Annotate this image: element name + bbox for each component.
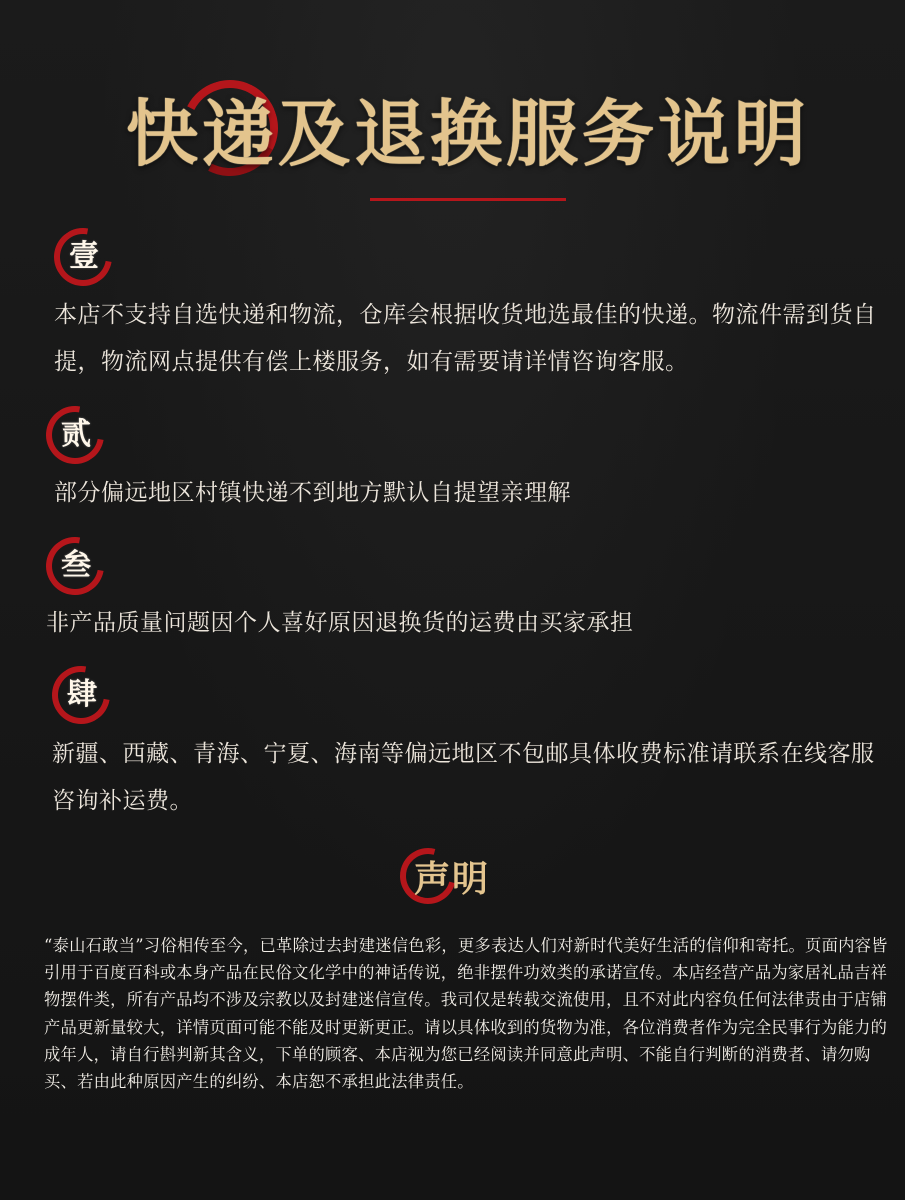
section-badge-label: 肆 [67, 677, 97, 712]
statement-text: “泰山石敢当”习俗相传至今，已革除过去封建迷信色彩，更多表达人们对新时代美好生活的信仰和寄托。页面内容皆引用于百度百科或本身产品在民俗文化学中的神话传说，绝非摆件功效类的承诺宣传。本店经营产品为家居礼品吉祥物摆件类，所有产品均不涉及宗教以及封建迷信宣传。我司仅是转载交流使用，且不对此内容负任何法律责由于店铺产品更新量较大，详情页面可能不能及时更新更正。请以具体收到的货物为准，各位消费者作为完全民事行为能力的成年人，请自行斟判新其含义，下单的顾客、本店视为您已经阅读并同意此声明、不能自行判断的消费者、请勿购买、若由此种原因产生的纠纷、本店恕不承担此法律责任。 [44, 936, 888, 1092]
section-badge-label: 贰 [61, 417, 91, 452]
section-badge-4 [52, 666, 110, 724]
section-text-3: 非产品质量问题因个人喜好原因退换货的运费由买家承担 [46, 610, 634, 636]
title-block [0, 78, 905, 188]
section-text-4: 新疆、西藏、青海、宁夏、海南等偏远地区不包邮具体收费标准请联系在线客服咨询补运费。 [52, 741, 875, 814]
section-text-1: 本店不支持自选快递和物流，仓库会根据收货地选最佳的快递。物流件需到货自提，物流网点提供有偿上楼服务，如有需要请详情咨询客服。 [54, 302, 877, 375]
section-badge-3 [46, 537, 104, 595]
title-divider [370, 198, 566, 201]
section-badge-1 [54, 228, 112, 286]
section-badge-2 [46, 406, 104, 464]
section-badge-label: 叁 [61, 548, 91, 583]
statement-heading [392, 848, 512, 918]
section-text-2: 部分偏远地区村镇快递不到地方默认自提望亲理解 [54, 480, 571, 506]
section-badge-label: 壹 [69, 239, 99, 274]
statement-title: 声明 [414, 858, 491, 900]
page-title: 快递及退换服务说明 [125, 91, 810, 176]
